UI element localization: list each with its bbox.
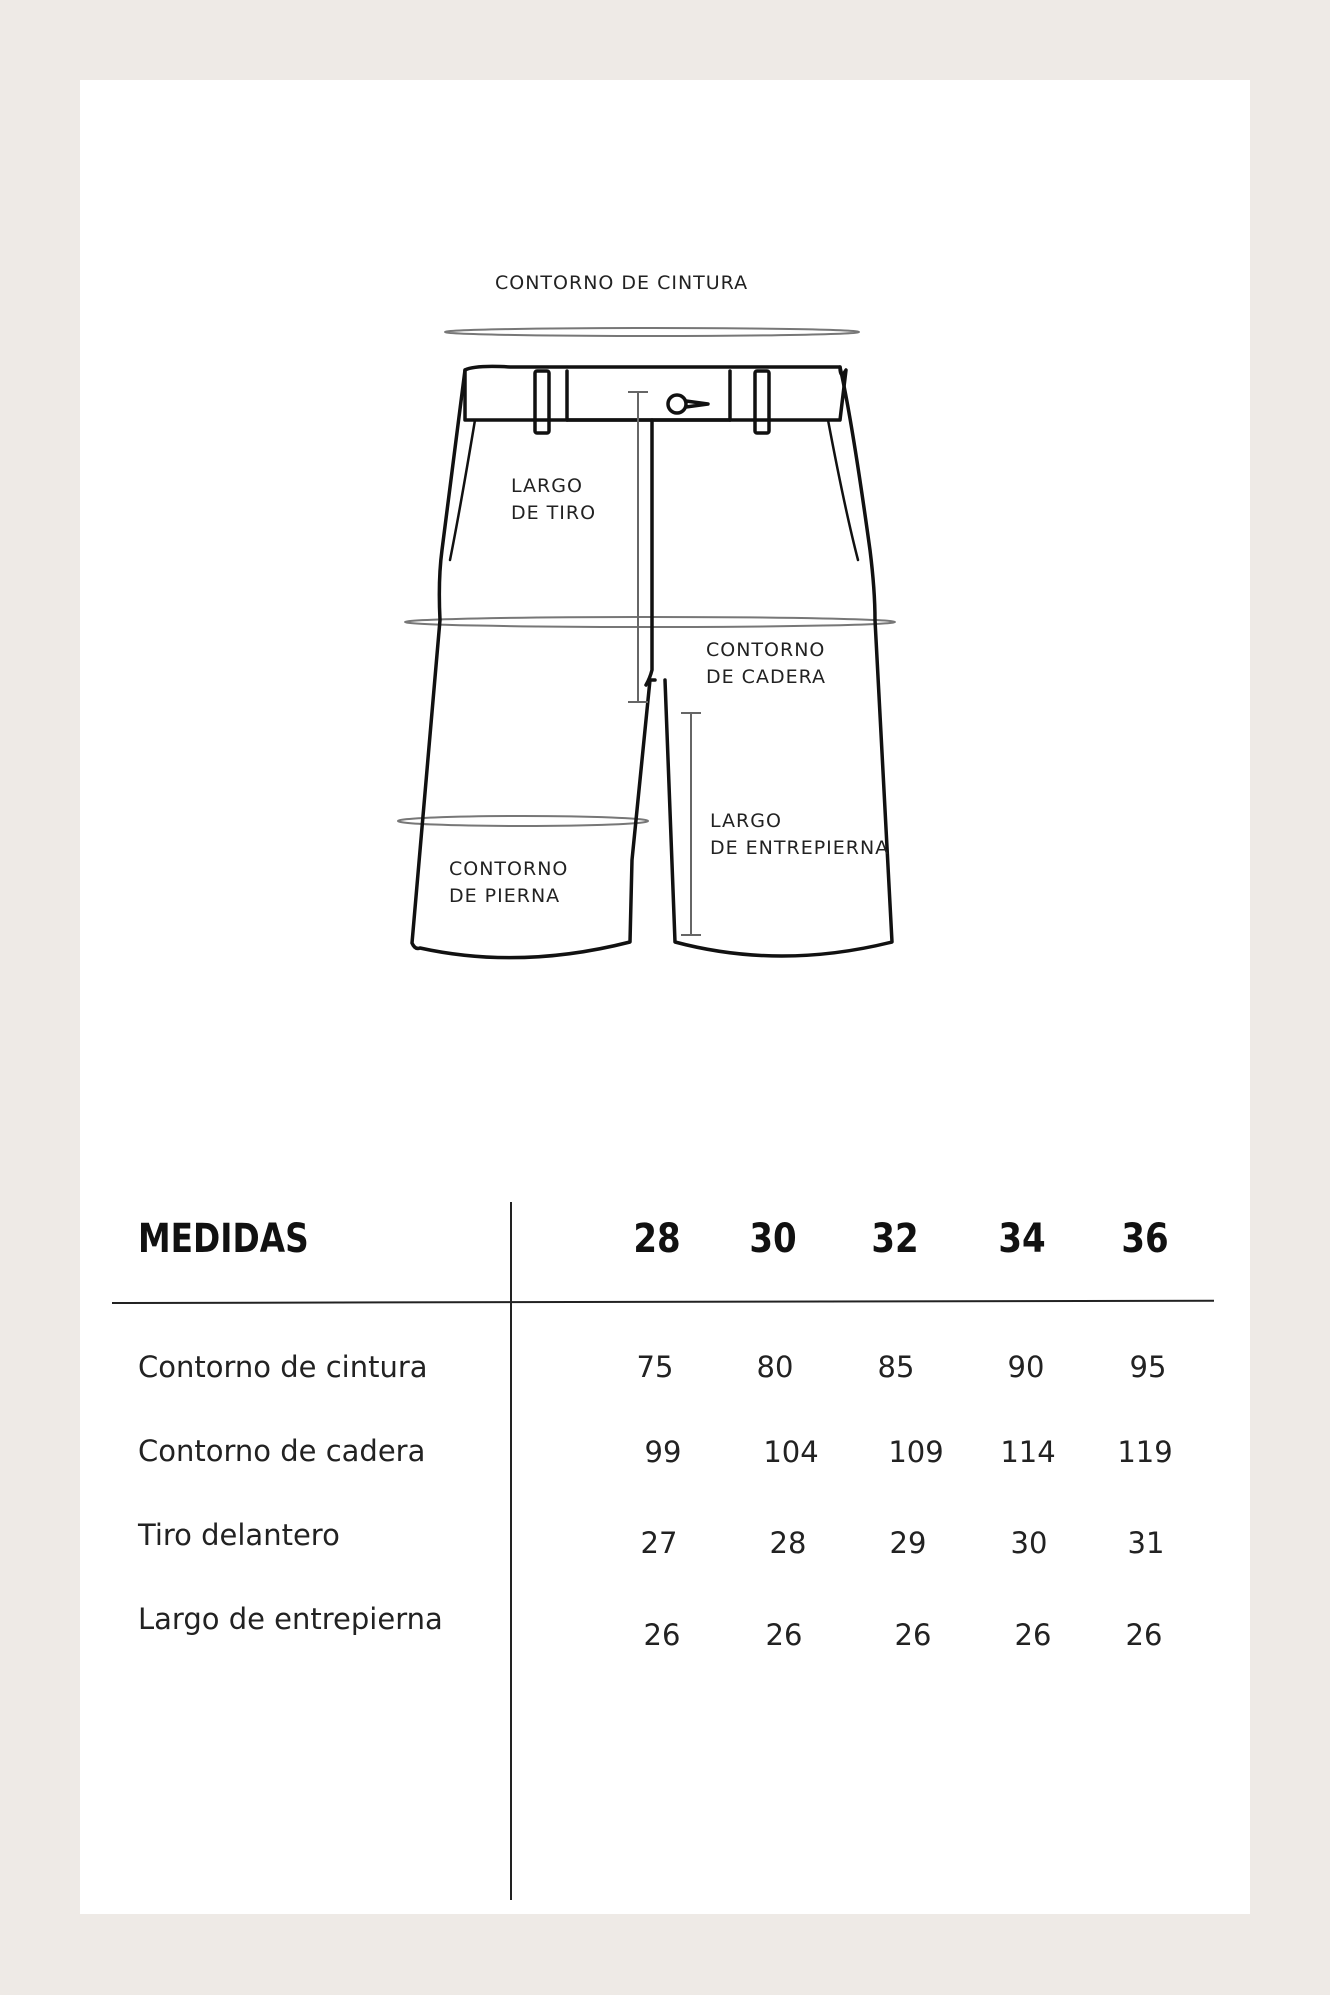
table-heading: MEDIDAS (138, 1216, 309, 1262)
table-header-divider (112, 1300, 1214, 1304)
table-cell: 95 (1129, 1350, 1167, 1384)
table-cell: 99 (644, 1435, 682, 1469)
table-cell: 31 (1127, 1526, 1165, 1560)
table-cell: 26 (894, 1618, 932, 1652)
inseam-label-line1: LARGO (710, 810, 782, 832)
table-cell: 119 (1117, 1435, 1173, 1469)
table-cell: 80 (756, 1350, 794, 1384)
row-label-hip: Contorno de cadera (138, 1434, 426, 1468)
row-label-rise: Tiro delantero (138, 1518, 340, 1552)
leg-label-line1: CONTORNO (449, 858, 569, 880)
table-cell: 26 (1125, 1618, 1163, 1652)
inseam-label-line2: DE ENTREPIERNA (710, 837, 890, 859)
table-cell: 26 (643, 1618, 681, 1652)
hip-label-line1: CONTORNO (706, 639, 826, 661)
table-cell: 27 (640, 1526, 678, 1560)
table-cell: 30 (1010, 1526, 1048, 1560)
measurements-table (80, 80, 1250, 1914)
table-cell: 104 (763, 1435, 819, 1469)
table-cell: 114 (1000, 1435, 1056, 1469)
size-header: 34 (998, 1216, 1046, 1262)
table-cell: 75 (636, 1350, 674, 1384)
table-cell: 85 (877, 1350, 915, 1384)
size-guide-card (80, 80, 1250, 1914)
table-cell: 29 (889, 1526, 927, 1560)
hip-label-line2: DE CADERA (706, 666, 827, 688)
table-cell: 109 (888, 1435, 944, 1469)
rise-label-line2: DE TIRO (511, 502, 597, 524)
size-header: 36 (1121, 1216, 1169, 1262)
size-header: 28 (633, 1216, 681, 1262)
rise-label-line1: LARGO (511, 475, 583, 497)
size-header: 32 (871, 1216, 919, 1262)
waist-label: CONTORNO DE CINTURA (495, 272, 749, 294)
row-label-inseam: Largo de entrepierna (138, 1602, 443, 1636)
table-vertical-divider (510, 1202, 512, 1900)
table-cell: 28 (769, 1526, 807, 1560)
table-cell: 90 (1007, 1350, 1045, 1384)
table-cell: 26 (765, 1618, 803, 1652)
size-header: 30 (749, 1216, 797, 1262)
leg-label-line2: DE PIERNA (449, 885, 561, 907)
row-label-waist: Contorno de cintura (138, 1350, 428, 1384)
table-cell: 26 (1014, 1618, 1052, 1652)
